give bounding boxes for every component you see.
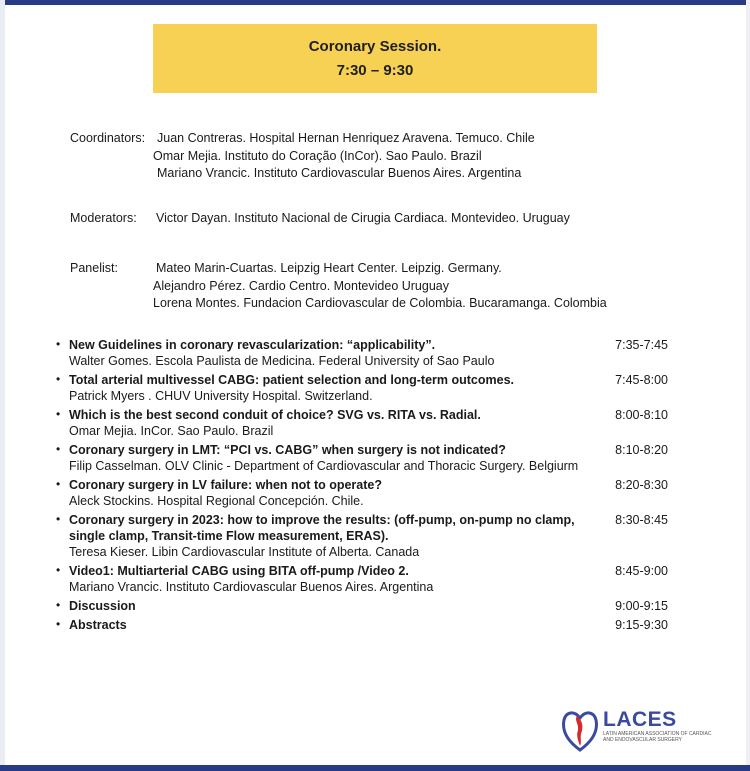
speaker: Teresa Kieser. Libin Cardiovascular Institute of Alberta. Canada <box>69 545 420 559</box>
agenda-item <box>56 512 668 560</box>
talk-title: Discussion <box>69 599 136 613</box>
speaker: Omar Mejia. InCor. Sao Paulo. Brazil <box>69 424 274 438</box>
bullet: • <box>56 337 61 351</box>
agenda-item <box>56 617 668 633</box>
talk-title: Coronary surgery in 2023: how to improve the results: (off-pump, on-pump no clamp, single clamp, Transit-time Flow measurement, ERAS). <box>69 513 575 543</box>
logo-subtitle: LATIN AMERICAN ASSOCIATION OF CARDIAC AND ENDOVASCULAR SURGERY <box>603 731 712 743</box>
speaker: Patrick Myers . CHUV University Hospital. Switzerland. <box>69 389 373 403</box>
talk-time: 7:45-8:00 <box>615 373 668 387</box>
talk-title: Coronary surgery in LV failure: when not to operate? <box>69 478 383 492</box>
talk-time: 9:15-9:30 <box>615 618 668 632</box>
moderators-label: Moderators: <box>70 211 137 225</box>
talk-time: 8:45-9:00 <box>615 564 668 578</box>
bullet: • <box>56 372 61 386</box>
session-header <box>153 24 597 93</box>
talk-time: 7:35-7:45 <box>615 338 668 352</box>
agenda-item <box>56 372 668 404</box>
bullet: • <box>56 477 61 491</box>
agenda-item <box>56 477 668 509</box>
bullet: • <box>56 617 61 631</box>
session-title: Coronary Session. <box>308 38 442 55</box>
bullet: • <box>56 563 61 577</box>
laces-logo <box>560 706 720 758</box>
agenda-item <box>56 337 668 369</box>
talk-time: 8:30-8:45 <box>615 513 668 527</box>
talk-title: Which is the best second conduit of choice? SVG vs. RITA vs. Radial. <box>69 408 481 422</box>
panelist-line: Mateo Marin-Cuartas. Leipzig Heart Center. Leipzig. Germany. <box>156 261 502 275</box>
coordinator-line: Mariano Vrancic. Instituto Cardiovascular Buenos Aires. Argentina <box>157 166 522 180</box>
panelist-line: Alejandro Pérez. Cardio Centro. Montevideo Uruguay <box>153 279 449 293</box>
laces-emblem-icon <box>560 706 600 754</box>
talk-time: 8:20-8:30 <box>615 478 668 492</box>
moderator-line: Victor Dayan. Instituto Nacional de Cirugia Cardiaca. Montevideo. Uruguay <box>156 211 570 225</box>
panelist-label: Panelist: <box>70 261 118 275</box>
speaker: Walter Gomes. Escola Paulista de Medicina. Federal University of Sao Paulo <box>69 354 495 368</box>
top-border <box>0 0 750 5</box>
logo-name: LACES <box>603 708 677 731</box>
left-border <box>0 0 5 771</box>
talk-time: 8:00-8:10 <box>615 408 668 422</box>
panelist-line: Lorena Montes. Fundacion Cardiovascular de Colombia. Bucaramanga. Colombia <box>153 296 607 310</box>
agenda-item <box>56 598 668 614</box>
right-border <box>746 0 750 771</box>
talk-title: Coronary surgery in LMT: “PCI vs. CABG” when surgery is not indicated? <box>69 443 506 457</box>
bullet: • <box>56 512 61 526</box>
bottom-border <box>0 765 750 771</box>
coordinator-line: Juan Contreras. Hospital Hernan Henriquez Aravena. Temuco. Chile <box>157 131 535 145</box>
agenda-list <box>56 337 668 636</box>
bullet: • <box>56 598 61 612</box>
agenda-item <box>56 442 668 474</box>
talk-title: Video1: Multiarterial CABG using BITA off-pump /Video 2. <box>69 564 409 578</box>
speaker: Mariano Vrancic. Instituto Cardiovascular Buenos Aires. Argentina <box>69 580 434 594</box>
agenda-item <box>56 407 668 439</box>
agenda-item <box>56 563 668 595</box>
session-time: 7:30 – 9:30 <box>336 62 414 79</box>
talk-time: 9:00-9:15 <box>615 599 668 613</box>
talk-time: 8:10-8:20 <box>615 443 668 457</box>
bullet: • <box>56 407 61 421</box>
speaker: Aleck Stockins. Hospital Regional Concepción. Chile. <box>69 494 364 508</box>
coordinator-line: Omar Mejia. Instituto do Coração (InCor). Sao Paulo. Brazil <box>153 149 482 163</box>
bullet: • <box>56 442 61 456</box>
talk-title: New Guidelines in coronary revascularization: “applicability”. <box>69 338 436 352</box>
coordinators-label: Coordinators: <box>70 131 146 145</box>
talk-title: Abstracts <box>69 618 127 632</box>
talk-title: Total arterial multivessel CABG: patient selection and long-term outcomes. <box>69 373 514 387</box>
speaker: Filip Casselman. OLV Clinic - Department of Cardiovascular and Thoracic Surgery. Belgiurm <box>69 459 579 473</box>
